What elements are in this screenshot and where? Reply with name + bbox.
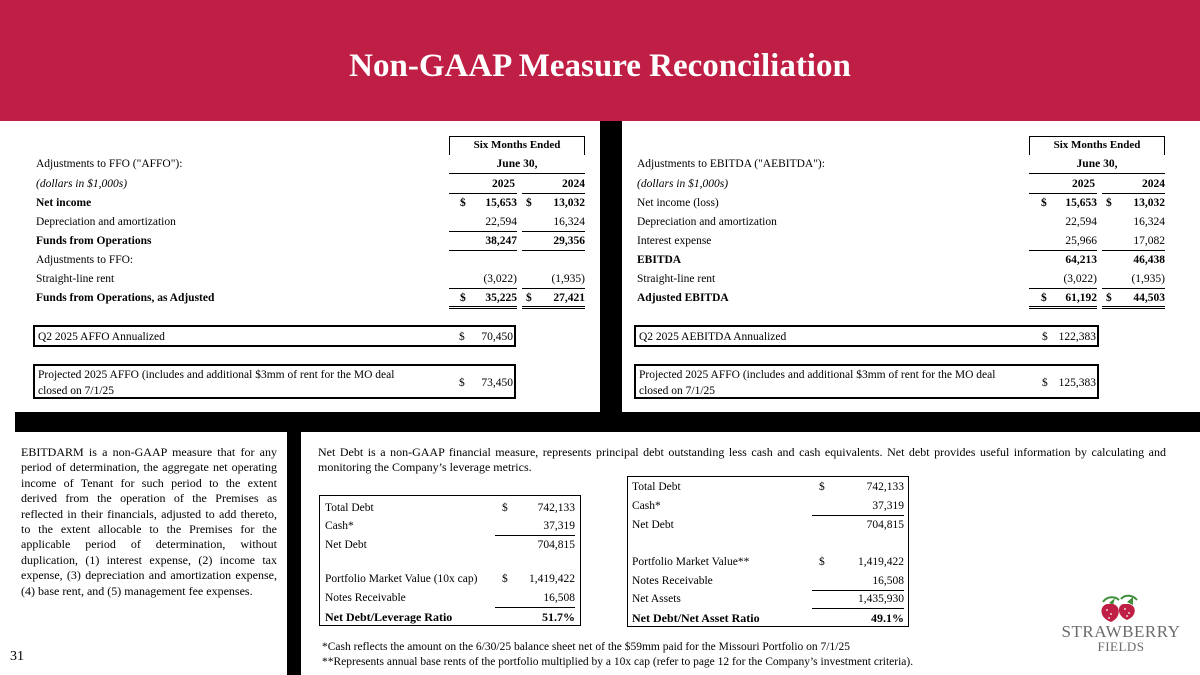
aebitda-units: (dollars in $1,000s) — [637, 178, 729, 190]
affo-period-subheader: June 30, — [449, 155, 585, 174]
table-row: Depreciation and amortization 22,594 16,324 — [36, 213, 586, 231]
affo-col-2025: 2025 — [449, 175, 517, 194]
table-row: Cash* 37,319 — [325, 517, 577, 535]
vertical-divider-top — [600, 121, 622, 413]
strawberry-fields-logo — [1055, 594, 1187, 656]
affo-projected-box: Projected 2025 AFFO (includes and additional $3mm of rent for the MO deal closed on 7/1/25 $ 73,450 — [33, 364, 516, 399]
page-number: 31 — [10, 649, 24, 664]
vertical-divider-bottom — [287, 430, 301, 675]
affo-title: Adjustments to FFO ("AFFO"): — [36, 158, 183, 170]
aebitda-annualized-box: Q2 2025 AEBITDA Annualized $ 122,383 — [634, 325, 1099, 347]
table-row: Funds from Operations, as Adjusted $ 35,225 $ 27,421 — [36, 289, 586, 307]
affo-units: (dollars in $1,000s) — [36, 178, 128, 190]
table-row: Interest expense 25,966 17,082 — [637, 232, 1167, 250]
aebitda-col-2024: 2024 — [1102, 175, 1165, 194]
aebitda-period-subheader: June 30, — [1029, 155, 1165, 174]
table-row: Portfolio Market Value** $ 1,419,422 — [632, 556, 904, 568]
table-row: Total Debt $ 742,133 — [325, 502, 575, 514]
table-row: Depreciation and amortization 22,594 16,324 — [637, 216, 1165, 228]
table-row: Total Debt $ 742,133 — [632, 481, 904, 493]
table-row: Adjusted EBITDA $ 61,192 $ 44,503 — [637, 289, 1167, 307]
affo-annualized-box: Q2 2025 AFFO Annualized $ 70,450 — [33, 325, 516, 347]
affo-col-2024: 2024 — [522, 175, 585, 194]
aebitda-period-header: Six Months Ended — [1029, 136, 1165, 155]
aebitda-projected-box: Projected 2025 AFFO (includes and additional $3mm of rent for the MO deal closed on 7/1/25 $ 125,383 — [634, 364, 1099, 399]
aebitda-col-2025: 2025 — [1029, 175, 1097, 194]
table-row: Net Debt/Net Asset Ratio 49.1% — [632, 611, 904, 625]
table-row: Net income $ 15,653 $ 13,032 — [36, 197, 585, 209]
table-row: Funds from Operations 38,247 29,356 — [36, 232, 586, 250]
title-banner — [0, 0, 1200, 121]
ebitdarm-definition: EBITDARM is a non-GAAP measure that for any period of determination, the aggregate net operating income of Tenant for such period to the extent derived from the operation of the Premises as reflected in their financials, adjusted to add thereto, to the extent allocable to the Premises for the applicable period of determination, without duplication, (1) interest expense, (2) income tax expense, (3) depreciation and amortization expense, (4) base rent, and (5) management fee expenses. — [21, 445, 277, 598]
leverage-table — [319, 495, 581, 626]
table-row: Net Debt/Leverage Ratio 51.7% — [325, 610, 575, 624]
table-row: Notes Receivable 16,508 — [325, 589, 577, 607]
table-row: Straight-line rent (3,022) (1,935) — [36, 270, 586, 288]
table-row: Adjustments to FFO: — [36, 254, 134, 266]
footnote-portfolio: **Represents annual base rents of the portfolio multiplied by a 10x cap (refer to page 12 for the Company’s investment criteria). — [322, 656, 914, 668]
table-row: Net Debt 704,815 — [325, 539, 575, 551]
table-row: Cash* 37,319 — [632, 497, 906, 515]
footnote-cash: *Cash reflects the amount on the 6/30/25 balance sheet net of the $59mm paid for the Missouri Portfolio on 7/1/25 — [322, 641, 850, 653]
affo-period-header: Six Months Ended — [449, 136, 585, 155]
page-title: Non-GAAP Measure Reconciliation — [349, 48, 851, 84]
table-row: EBITDA 64,213 46,438 — [637, 254, 1165, 266]
aebitda-title: Adjustments to EBITDA ("AEBITDA"): — [637, 158, 825, 170]
table-row: Notes Receivable 16,508 — [632, 572, 906, 590]
table-row: Net income (loss) $ 15,653 $ 13,032 — [637, 197, 1165, 209]
table-row: Straight-line rent (3,022) (1,935) — [637, 270, 1167, 288]
table-row: Net Debt 704,815 — [632, 519, 904, 531]
table-row: Portfolio Market Value (10x cap) $ 1,419,422 — [325, 573, 575, 585]
logo-wordmark-line2: FIELDS — [1097, 639, 1145, 654]
net-asset-table — [627, 476, 909, 627]
logo-wordmark-line1: STRAWBERRY — [1061, 622, 1181, 641]
net-debt-definition: Net Debt is a non-GAAP financial measure, represents principal debt outstanding less cash and cash equivalents. Net debt provides useful information by calculating and monitoring the Company’s leverage metrics. — [318, 445, 1166, 475]
strawberry-icon — [1055, 594, 1187, 624]
table-row: Net Assets 1,435,930 — [632, 590, 906, 608]
horizontal-divider — [15, 412, 1200, 432]
